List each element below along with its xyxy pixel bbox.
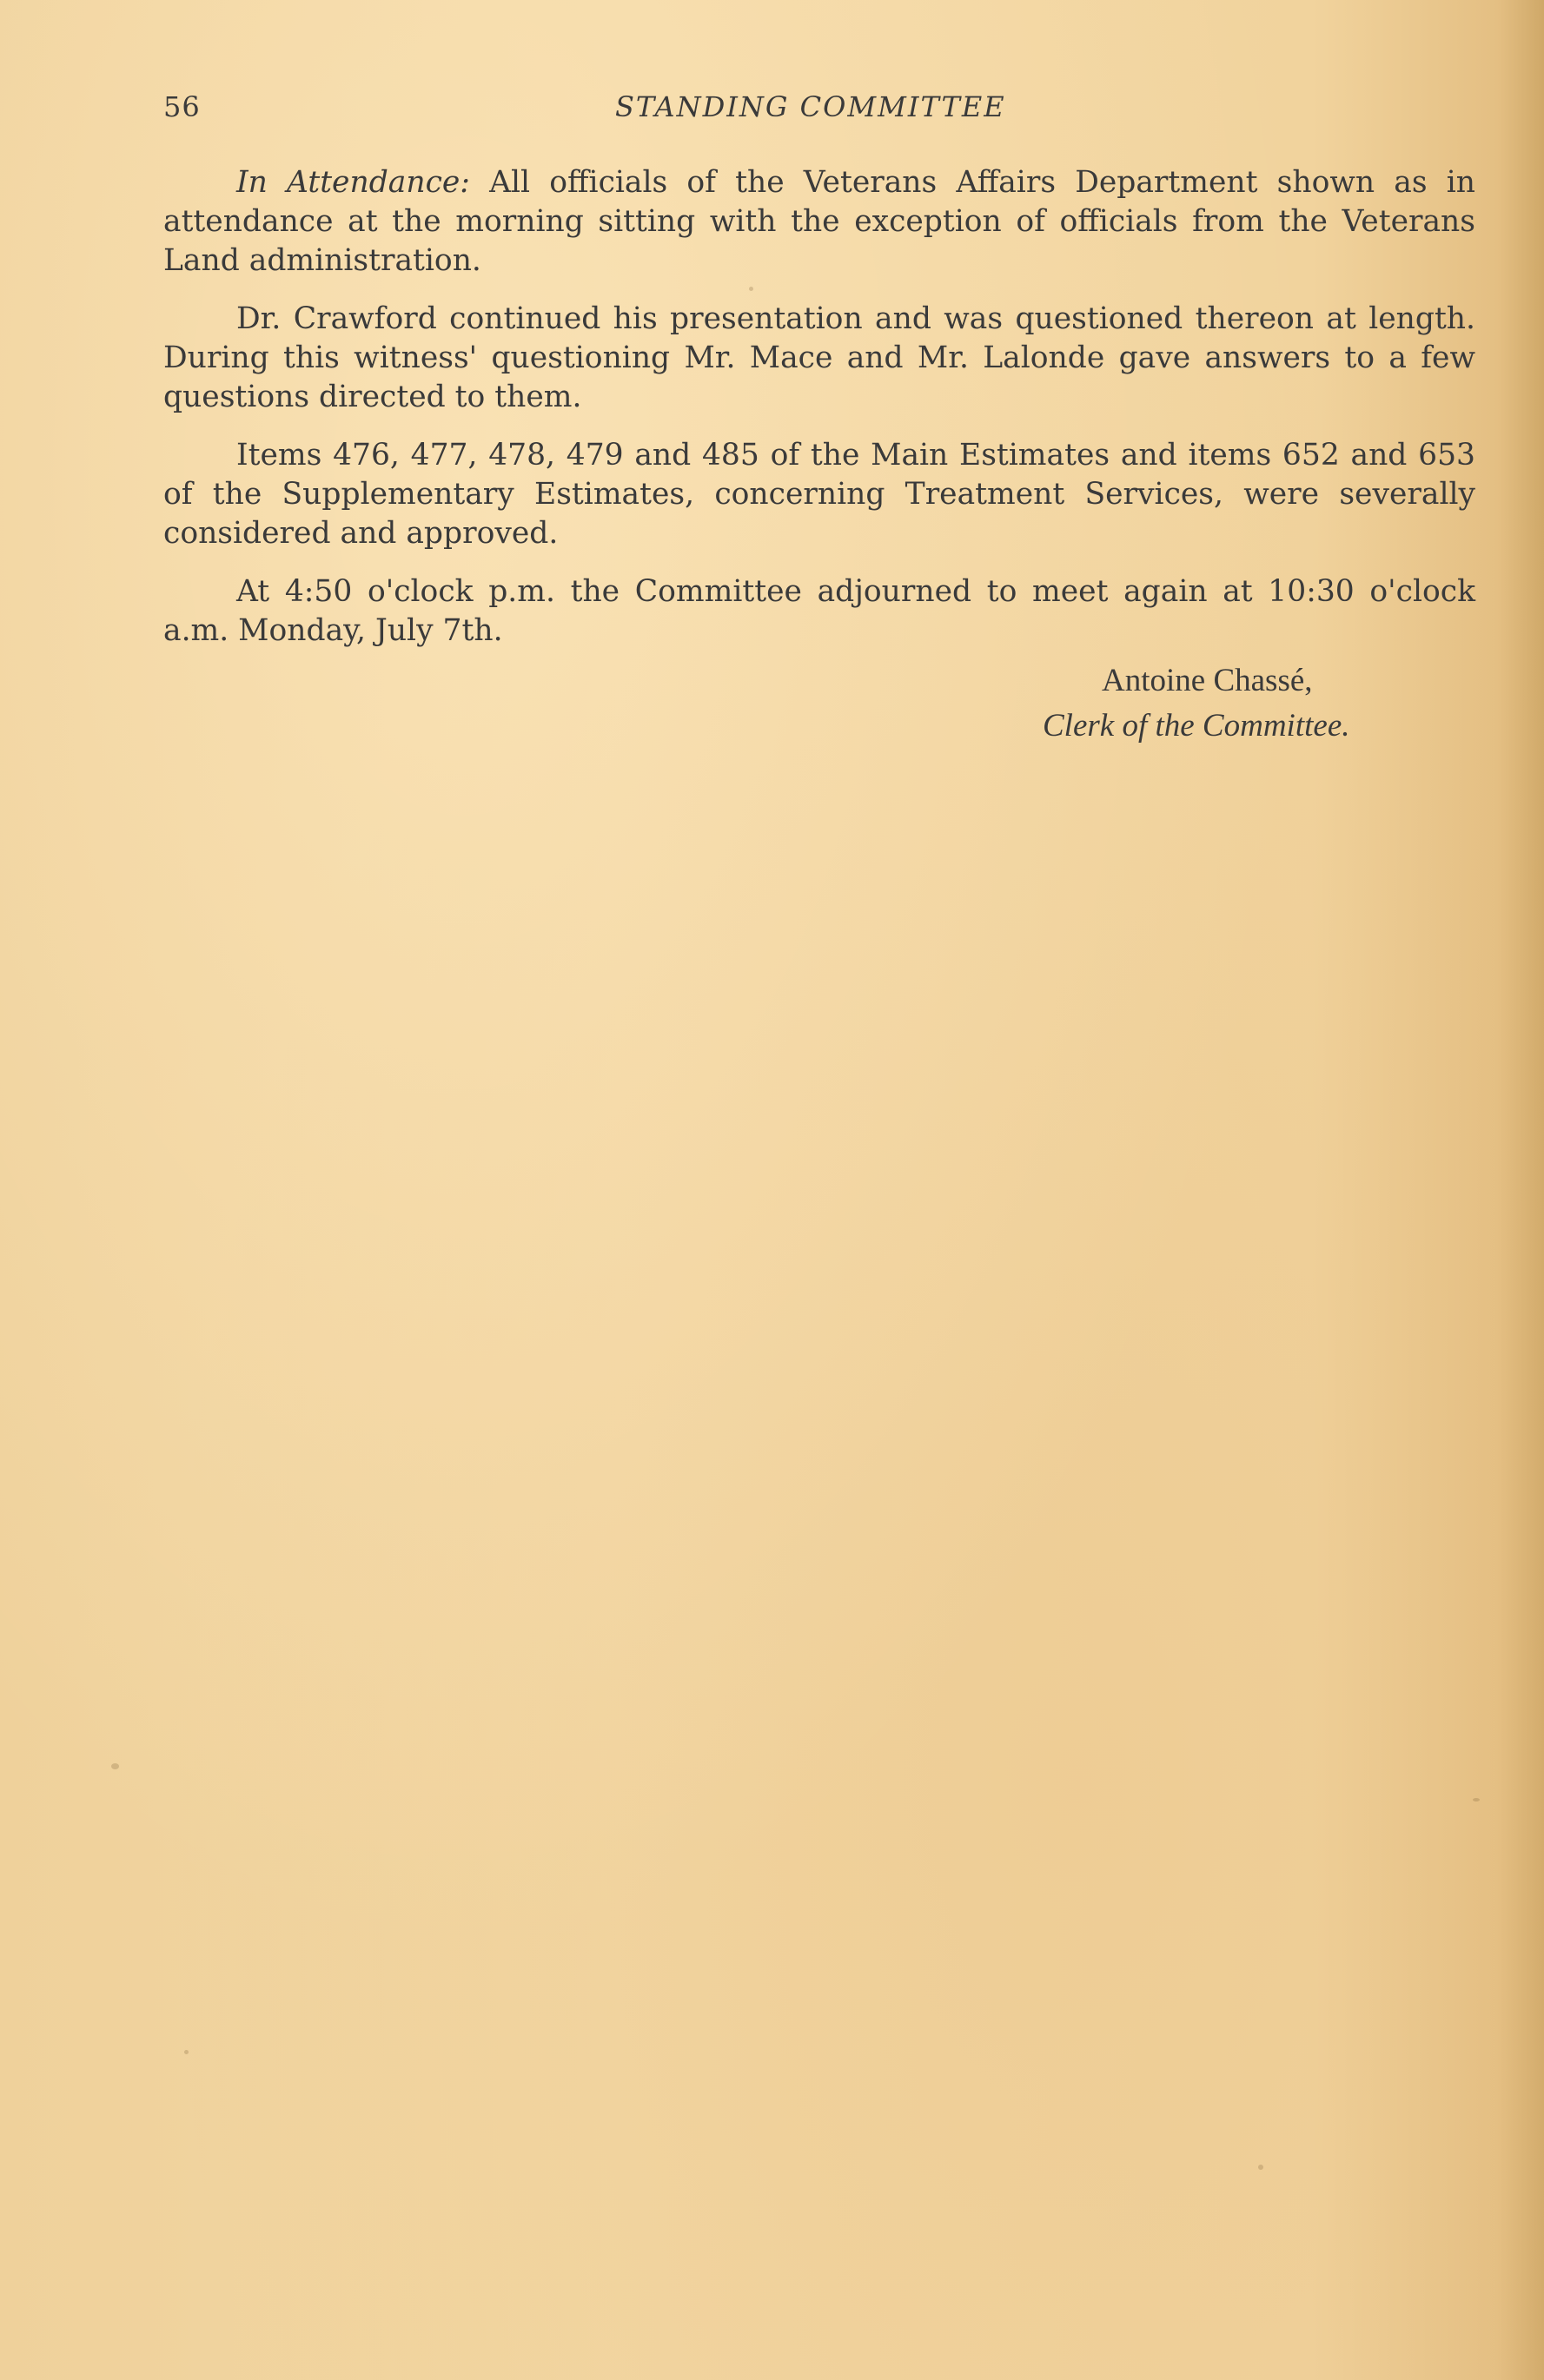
paragraph-estimates: [163, 436, 1475, 553]
paragraph-text: Items 476, 477, 478, 479 and 485 of the Main Estimates and items 652 and 653 of the Supplementary Estimates, concerning Treatment Services, were severally considered and approved.: [163, 438, 1475, 551]
paragraph-text: All officials of the Veterans Affairs Department shown as in attendance at the morning sitting with the exception of officials from the Veterans Land administration.: [163, 165, 1475, 278]
clerk-title: Clerk of the Committee.: [1043, 708, 1350, 744]
minutes-body: [163, 163, 1475, 670]
paragraph-text: At 4:50 o'clock p.m. the Committee adjourned to meet again at 10:30 o'clock a.m. Monday, July 7th.: [163, 574, 1475, 648]
paper-speck: [184, 2050, 189, 2054]
paper-speck: [749, 287, 753, 291]
paragraph-adjournment: [163, 572, 1475, 651]
running-title: STANDING COMMITTEE: [615, 90, 1006, 123]
attendance-label: In Attendance:: [236, 165, 470, 200]
paper-speck: [1258, 2165, 1263, 2170]
paper-speck: [111, 1763, 119, 1769]
paragraph-text: Dr. Crawford continued his presentation and was questioned thereon at length. During this witness' questioning Mr. Mace and Mr. Lalonde gave answers to a few questions directed to them.: [163, 301, 1475, 414]
running-head: [163, 90, 1475, 125]
clerk-name: Antoine Chassé,: [1102, 663, 1313, 698]
signature-block: [991, 658, 1477, 749]
paragraph-attendance: [163, 163, 1475, 281]
paragraph-presentation: [163, 300, 1475, 417]
paper-speck: [1473, 1798, 1480, 1802]
page-number: 56: [163, 90, 201, 123]
